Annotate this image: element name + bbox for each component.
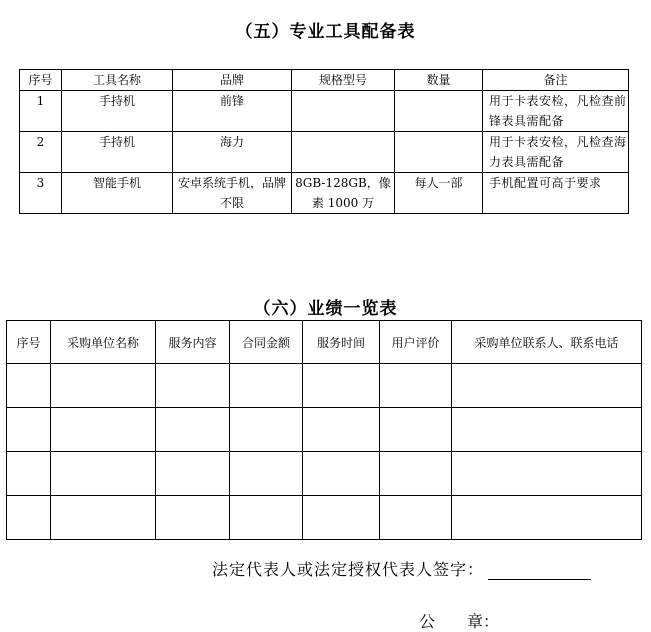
header-brand: 品牌	[173, 70, 292, 91]
tools-header-row	[20, 70, 629, 91]
cell-no: 1	[20, 91, 62, 132]
cell-brand: 安卓系统手机，品牌不限	[173, 173, 292, 214]
header-spec: 规格型号	[292, 70, 395, 91]
header-no: 序号	[20, 70, 62, 91]
signature-blank	[488, 563, 591, 580]
cell-name: 手持机	[62, 91, 173, 132]
header-qty: 数量	[395, 70, 483, 91]
header-contact: 采购单位联系人、联系电话	[452, 321, 642, 364]
cell-note: 用于卡表安检，凡检查海力表具需配备	[483, 132, 629, 173]
cell-name: 智能手机	[62, 173, 173, 214]
cell-spec: 8GB-128GB，像素 1000 万	[292, 173, 395, 214]
cell-no: 2	[20, 132, 62, 173]
table-row	[7, 408, 642, 452]
header-amount: 合同金额	[230, 321, 303, 364]
header-service: 服务内容	[156, 321, 230, 364]
cell-note: 用于卡表安检，凡检查前锋表具需配备	[483, 91, 629, 132]
table-row	[20, 91, 629, 132]
signature-line	[212, 557, 591, 580]
header-rating: 用户评价	[380, 321, 452, 364]
cell-spec	[292, 91, 395, 132]
cell-spec	[292, 132, 395, 173]
cell-qty: 每人一部	[395, 173, 483, 214]
table-row	[20, 173, 629, 214]
seal-label: 公 章：	[419, 612, 500, 631]
table-row	[7, 452, 642, 496]
table-row	[7, 364, 642, 408]
cell-name: 手持机	[62, 132, 173, 173]
header-note: 备注	[483, 70, 629, 91]
tools-table	[19, 69, 629, 214]
performance-table	[6, 320, 642, 540]
table-row	[20, 132, 629, 173]
cell-qty	[395, 91, 483, 132]
header-no: 序号	[7, 321, 51, 364]
section6-title: （六）业绩一览表	[253, 299, 398, 319]
performance-header-row	[7, 321, 642, 364]
header-time: 服务时间	[303, 321, 380, 364]
cell-brand: 前锋	[173, 91, 292, 132]
header-buyer: 采购单位名称	[51, 321, 156, 364]
section5-title: （五）专业工具配备表	[235, 22, 416, 42]
cell-brand: 海力	[173, 132, 292, 173]
cell-note: 手机配置可高于要求	[483, 173, 629, 214]
table-row	[7, 496, 642, 540]
signature-label: 法定代表人或法定授权代表人签字：	[212, 560, 485, 579]
header-tool-name: 工具名称	[62, 70, 173, 91]
cell-qty	[395, 132, 483, 173]
cell-no: 3	[20, 173, 62, 214]
